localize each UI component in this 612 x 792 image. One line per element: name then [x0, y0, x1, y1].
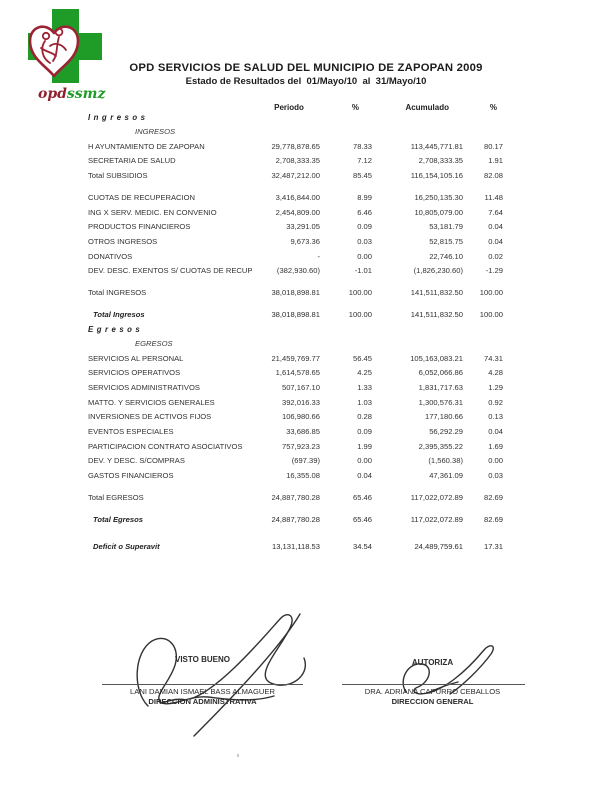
- cell-pct: 1.99: [357, 441, 372, 451]
- cell-acumulado: 56,292.29: [429, 426, 463, 436]
- cell-label: Egresos: [88, 325, 144, 334]
- cell-pct: 78.33: [352, 141, 372, 151]
- cell-periodo: 13,131,118.53: [272, 541, 320, 551]
- cell-acumulado: 24,489,759.61: [414, 541, 463, 551]
- table-row: [88, 493, 503, 508]
- cell-pct: 0.00: [357, 456, 372, 466]
- cell-label: SERVICIOS AL PERSONAL: [88, 353, 184, 363]
- table-row: [88, 310, 503, 325]
- signature-block-visto-bueno: [70, 655, 335, 706]
- cell-label: Deficit o Superavit: [93, 541, 160, 551]
- table-row: [88, 383, 503, 398]
- cell-pct: 56.45: [352, 353, 372, 363]
- cell-periodo: 507,167.10: [281, 382, 320, 392]
- autoriza-label: AUTORIZA: [411, 658, 454, 667]
- table-row: [88, 412, 503, 427]
- cell-pct: 0.09: [357, 426, 372, 436]
- cell-acumulado: 53,181.79: [429, 222, 463, 232]
- table-row: [88, 281, 503, 288]
- table-row: [88, 471, 503, 486]
- table-row: [88, 486, 503, 493]
- table-row: [88, 208, 503, 223]
- column-header-periodo: Periodo: [274, 103, 304, 112]
- cell-pct2: 1.91: [488, 156, 503, 166]
- cell-pct: 0.03: [357, 236, 372, 246]
- cell-pct2: 0.13: [488, 412, 503, 422]
- cell-acumulado: 141,511,832.50: [410, 288, 463, 297]
- cell-pct: 0.28: [357, 412, 372, 422]
- cell-pct: 85.45: [352, 170, 372, 180]
- cell-pct2: 82.08: [483, 170, 503, 180]
- table-row: [88, 427, 503, 442]
- logo-text-ssmz: ssmz: [66, 86, 106, 102]
- cell-pct2: 1.29: [488, 382, 503, 392]
- cell-periodo: 3,416,844.00: [275, 192, 320, 202]
- cell-periodo: 38,018,898.81: [271, 310, 320, 319]
- cell-acumulado: 2,395,355.22: [418, 441, 463, 451]
- table-row: [88, 237, 503, 252]
- cell-acumulado: 6,052,066.86: [418, 368, 463, 378]
- cell-pct: 65.46: [352, 514, 372, 524]
- cell-periodo: 21,459,769.77: [271, 353, 320, 363]
- cell-periodo: 38,018,898.81: [271, 288, 320, 297]
- cell-pct: -1.01: [354, 266, 372, 276]
- cell-label: Total Egresos: [93, 514, 143, 524]
- page-title: OPD SERVICIOS DE SALUD DEL MUNICIPIO DE ZAPOPAN 2009: [129, 62, 483, 74]
- cell-pct: 8.99: [357, 192, 372, 202]
- table-row: [88, 339, 503, 354]
- cell-periodo: 33,291.05: [286, 222, 320, 232]
- table-row: [88, 222, 503, 237]
- cell-pct2: 74.31: [483, 353, 503, 363]
- cell-label: SERVICIOS ADMINISTRATIVOS: [88, 382, 200, 392]
- cell-label: Total INGRESOS: [88, 288, 147, 297]
- cell-pct: 0.00: [357, 251, 372, 261]
- table-row: [88, 288, 503, 303]
- cell-label: CUOTAS DE RECUPERACION: [88, 192, 196, 202]
- cell-pct: 0.04: [357, 471, 372, 480]
- cell-acumulado: 117,022,072.89: [410, 492, 463, 502]
- cell-periodo: 16,355.08: [286, 471, 320, 480]
- table-row: [88, 113, 503, 127]
- visto-bueno-label: VISTO BUENO: [175, 655, 230, 664]
- column-header-percent-2: %: [489, 103, 497, 112]
- table-row: [88, 368, 503, 383]
- cell-label: PRODUCTOS FINANCIEROS: [88, 222, 191, 232]
- cell-pct: 34.54: [352, 541, 372, 551]
- cell-pct: 7.12: [357, 156, 372, 166]
- signature-line: [342, 684, 525, 685]
- cell-pct2: 100.00: [479, 310, 503, 319]
- table-row: [88, 266, 503, 281]
- table-row: [88, 354, 503, 369]
- column-headers: [88, 103, 503, 113]
- cell-label: Total Ingresos: [93, 310, 145, 319]
- cell-periodo: 1,614,578.65: [275, 368, 320, 378]
- cell-label: ING X SERV. MEDIC. EN CONVENIO: [88, 207, 217, 217]
- cell-periodo: (697.39): [291, 456, 320, 466]
- cell-label: EVENTOS ESPECIALES: [88, 426, 174, 436]
- signature-block-autoriza: [330, 658, 535, 706]
- statement-rows: [88, 113, 503, 557]
- cell-label: EGRESOS: [135, 339, 173, 348]
- page-subtitle: Estado de Resultados del 01/Mayo/10 al 31/Mayo/10: [185, 76, 427, 87]
- cell-acumulado: 1,300,576.31: [418, 397, 463, 407]
- cell-periodo: 2,708,333.35: [275, 156, 320, 166]
- cell-label: INGRESOS: [135, 127, 176, 136]
- cell-pct: 1.33: [357, 382, 372, 392]
- cell-pct: 6.46: [357, 207, 372, 217]
- logo-text-opd: opd: [38, 86, 67, 102]
- stray-scan-mark: [237, 754, 239, 757]
- cell-label: OTROS INGRESOS: [88, 236, 158, 246]
- cell-label: Total SUBSIDIOS: [88, 170, 148, 180]
- cell-pct: 65.46: [352, 492, 372, 502]
- cell-acumulado: 113,445,771.81: [410, 141, 463, 151]
- document-header: [0, 62, 612, 87]
- cell-pct2: 0.92: [488, 397, 503, 407]
- cell-label: SERVICIOS OPERATIVOS: [88, 368, 181, 378]
- signature-line: [102, 684, 303, 685]
- cell-pct: 100.00: [348, 310, 372, 319]
- signer-name: DRA. ADRIANA CAPURRO CEBALLOS: [364, 687, 501, 696]
- cell-pct2: 82.69: [483, 492, 503, 502]
- signer-title: DIRECCION GENERAL: [391, 697, 474, 706]
- cell-pct: 1.03: [357, 397, 372, 407]
- cell-pct2: 7.64: [488, 207, 503, 217]
- income-statement: [88, 103, 503, 557]
- cell-acumulado: 105,163,083.21: [410, 353, 463, 363]
- cell-periodo: 32,487,212.00: [271, 170, 320, 180]
- cell-pct2: 100.00: [479, 288, 503, 297]
- table-row: [88, 442, 503, 457]
- cell-pct2: 0.04: [488, 426, 503, 436]
- cell-acumulado: 2,708,333.35: [418, 156, 463, 166]
- table-row: [88, 156, 503, 171]
- cell-periodo: (382,930.60): [276, 266, 320, 276]
- column-header-percent-1: %: [351, 103, 359, 112]
- table-row: [88, 303, 503, 310]
- cell-label: DEV. Y DESC. S/COMPRAS: [88, 456, 185, 466]
- cell-acumulado: 16,250,135.30: [414, 192, 463, 202]
- table-row: [88, 127, 503, 142]
- cell-pct2: 82.69: [483, 514, 503, 524]
- cell-periodo: 9,673.36: [290, 236, 320, 246]
- cell-periodo: 757,923.23: [281, 441, 320, 451]
- cell-pct2: 11.48: [484, 192, 503, 202]
- cell-pct2: 0.02: [488, 251, 503, 261]
- signer-name: LANI DAMIAN ISMAEL BASS ALMAGUER: [130, 687, 275, 696]
- table-row: [88, 142, 503, 157]
- cell-label: H AYUNTAMIENTO DE ZAPOPAN: [88, 141, 205, 151]
- table-row: [88, 171, 503, 186]
- cell-acumulado: 52,815.75: [429, 236, 463, 246]
- cell-acumulado: 141,511,832.50: [410, 310, 463, 319]
- signer-title: DIRECCION ADMINISTRATIVA: [148, 697, 257, 706]
- opdssmz-logo: [26, 8, 116, 101]
- cell-pct2: 17.31: [483, 541, 503, 551]
- table-row: [88, 456, 503, 471]
- cell-acumulado: 1,831,717.63: [418, 382, 463, 392]
- table-row: [88, 515, 503, 530]
- column-header-acumulado: Acumulado: [405, 103, 449, 112]
- cell-periodo: 29,778,878.65: [271, 141, 320, 151]
- table-row: [88, 542, 503, 557]
- cell-acumulado: 10,805,079.00: [414, 207, 463, 217]
- cell-acumulado: (1,560.38): [428, 456, 463, 466]
- cell-periodo: 106,980.66: [281, 412, 320, 422]
- cell-pct2: 80.17: [483, 141, 503, 151]
- cell-periodo: 24,887,780.28: [271, 492, 320, 502]
- cell-pct2: 4.28: [488, 368, 503, 378]
- table-row: [88, 186, 503, 193]
- cell-label: DEV. DESC. EXENTOS S/ CUOTAS DE RECUP: [88, 266, 253, 276]
- cell-acumulado: 47,361.09: [429, 471, 463, 480]
- cell-label: GASTOS FINANCIEROS: [88, 471, 174, 480]
- cell-periodo: 392,016.33: [281, 397, 320, 407]
- cell-label: MATTO. Y SERVICIOS GENERALES: [88, 397, 215, 407]
- cell-pct2: 0.03: [488, 471, 503, 480]
- cell-pct2: 0.04: [488, 236, 503, 246]
- cell-label: PARTICIPACION CONTRATO ASOCIATIVOS: [88, 441, 243, 451]
- cell-label: Total EGRESOS: [88, 492, 144, 502]
- cell-acumulado: 117,022,072.89: [410, 514, 463, 524]
- cell-pct2: 0.00: [488, 456, 503, 466]
- cell-pct2: 0.04: [488, 222, 503, 232]
- cell-pct2: -1.29: [485, 266, 503, 276]
- cell-acumulado: (1,826,230.60): [413, 266, 463, 276]
- cell-pct: 100.00: [348, 288, 372, 297]
- logo-wordmark: [38, 87, 116, 101]
- table-row: [88, 325, 503, 339]
- cell-acumulado: 116,154,105.16: [410, 170, 463, 180]
- cell-label: INVERSIONES DE ACTIVOS FIJOS: [88, 412, 212, 422]
- table-row: [88, 193, 503, 208]
- cell-label: Ingresos: [88, 113, 149, 122]
- cell-pct2: 1.69: [488, 441, 503, 451]
- cell-acumulado: 177,180.66: [424, 412, 463, 422]
- cell-pct: 0.09: [357, 222, 372, 232]
- table-row: [88, 508, 503, 515]
- table-row: [88, 398, 503, 413]
- cell-label: DONATIVOS: [88, 251, 133, 261]
- cell-periodo: 33,686.85: [286, 426, 320, 436]
- cell-acumulado: 22,746.10: [429, 251, 463, 261]
- cell-pct: 4.25: [357, 368, 372, 378]
- cell-periodo: 2,454,809.00: [275, 207, 320, 217]
- cell-periodo: -: [317, 251, 320, 261]
- cell-periodo: 24,887,780.28: [271, 514, 320, 524]
- table-row: [88, 252, 503, 267]
- table-row: [88, 530, 503, 542]
- cell-label: SECRETARIA DE SALUD: [88, 156, 176, 166]
